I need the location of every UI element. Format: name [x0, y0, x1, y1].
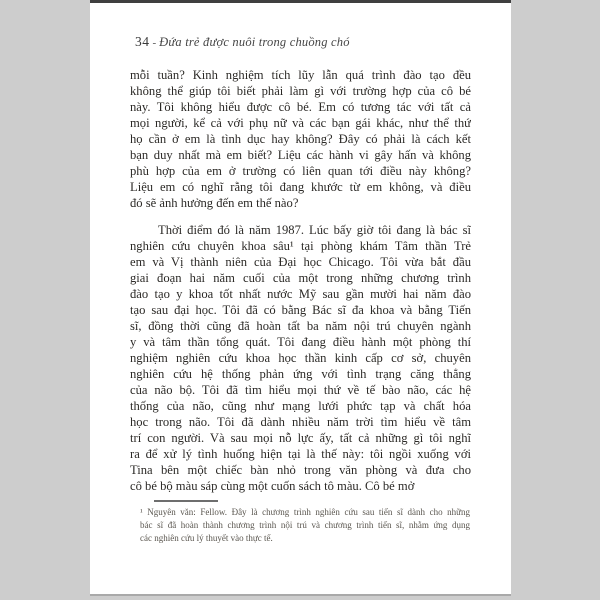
text-line: y và tâm thần tổng quát. Tôi đang điều hành một phòng thí: [130, 335, 471, 349]
text-line: nghiên cứu chuyên khoa sâu¹ tại phòng khám Tâm thần Trẻ: [130, 239, 471, 253]
text-line: thống của não, cũng như mạng lưới phức tạp và chất hóa: [130, 399, 471, 413]
running-title: Đứa trẻ được nuôi trong chuồng chó: [159, 35, 350, 49]
text-line: ra để xử lý tình huống hiện tại là thế này: tôi ngồi xuống với: [130, 447, 471, 461]
text-line: này. Tôi không hiểu được cô bé. Em có tương tác với tất cả: [130, 100, 471, 114]
text-line: giai đoạn hai năm cuối của một trong những chương trình: [130, 271, 471, 285]
text-line: sĩ, đồng thời cũng đã hoàn tất ba năm nội trú chuyên ngành: [130, 319, 471, 333]
text-line: mỗi tuần? Kinh nghiệm tích lũy lẫn quá trình đào tạo đều: [130, 68, 471, 82]
text-line: cô bé bộ màu sáp cùng một cuốn sách tô màu. Cô bé mở: [130, 479, 415, 493]
text-line: tạo sau đại học. Tôi đã có bằng Bác sĩ đa khoa và bằng Tiến: [130, 303, 471, 317]
text-line: đó sẽ ảnh hưởng đến em thế nào?: [130, 196, 299, 210]
text-line: Liệu em có nghĩ rằng tôi đang khước từ em không, và điều: [130, 180, 471, 194]
text-line: em và Vị thành niên của Đại học Chicago. Tôi vừa bắt đầu: [130, 255, 471, 269]
text-line: học trong não. Tôi đã dành nhiều năm trời tìm hiểu về tâm: [130, 415, 471, 429]
footnote-line: ¹ Nguyên văn: Fellow. Đây là chương trình nghiên cứu sau tiến sĩ dành cho những: [140, 507, 470, 517]
text-line: trí con người. Và sau mọi nỗ lực ấy, tất cả những gì tôi nghĩ: [130, 431, 471, 445]
page-header: [135, 33, 350, 51]
paragraph: [130, 222, 471, 494]
footnote-text: [140, 506, 470, 545]
book-page: [90, 0, 511, 596]
text-line: phù hợp của em ở trường có liên quan tới điều này không?: [130, 164, 471, 178]
text-line: mọi người, kể cả với phụ nữ và các bạn gái khác, như thể thứ: [130, 116, 471, 130]
text-line: họ cần ở em là tình dục hay không? Đây có phải là cách kết: [130, 132, 471, 146]
body-text: [130, 67, 471, 494]
paragraph: [130, 67, 471, 211]
text-line: Thời điểm đó là năm 1987. Lúc bấy giờ tôi đang là bác sĩ: [158, 223, 471, 237]
text-line: không thể giúp tôi biết phải làm gì với trường hợp của cô bé: [130, 84, 471, 98]
text-line: đào tạo y khoa tốt nhất nước Mỹ sau gần mười hai năm đào: [130, 287, 471, 301]
text-line: nghiên cứu hệ thống phản ứng với tình trạng căng thẳng: [130, 367, 471, 381]
text-line: nghiệm nghiên cứu khoa học thần kinh cấp cơ sở, chuyên: [130, 351, 471, 365]
page-number: 34: [135, 34, 150, 49]
footnote-rule: [154, 500, 218, 502]
footnote-line: các nghiên cứu lý thuyết vào thực tế.: [140, 533, 273, 543]
text-line: bạn duy nhất mà em biết? Liệu các hành vi gây hấn và không: [130, 148, 471, 162]
text-line: của não bộ. Tôi đã tìm hiểu mọi thứ về tế bào não, các hệ: [130, 383, 471, 397]
header-separator: -: [152, 37, 157, 49]
text-line: Tina bên một chiếc bàn nhỏ trong văn phòng và đưa cho: [130, 463, 471, 477]
footnote: [140, 500, 470, 545]
footnote-line: bác sĩ đã hoàn thành chương trình nội trú và chương trình tiến sĩ, nhằm ứng dụng: [140, 520, 470, 530]
